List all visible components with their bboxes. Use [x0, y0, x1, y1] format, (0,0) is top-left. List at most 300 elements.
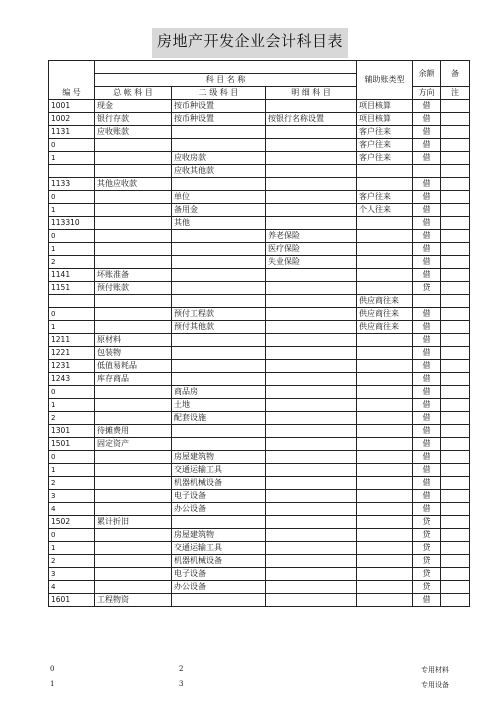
detail-cell	[266, 529, 357, 542]
note-cell	[441, 438, 470, 451]
header-balance-top: 余额	[413, 61, 441, 87]
code-cell: 1141	[49, 269, 95, 282]
table-row	[49, 334, 470, 347]
level2-cell: 按币种设置	[172, 100, 266, 113]
table-row	[49, 126, 470, 139]
note-cell	[441, 217, 470, 230]
code-cell: 0	[49, 139, 95, 152]
direction-cell: 借	[413, 399, 441, 412]
table-row	[49, 425, 470, 438]
aux-cell: 供应商往来	[357, 295, 413, 308]
trailing-note: 专用设备	[421, 681, 449, 689]
detail-cell	[266, 412, 357, 425]
note-cell	[441, 594, 470, 607]
note-cell	[441, 360, 470, 373]
detail-cell	[266, 555, 357, 568]
level2-cell	[172, 295, 266, 308]
code-cell: 1221	[49, 347, 95, 360]
direction-cell: 借	[413, 477, 441, 490]
detail-cell	[266, 295, 357, 308]
table-row	[49, 204, 470, 217]
note-cell	[441, 191, 470, 204]
direction-cell: 借	[413, 126, 441, 139]
detail-cell	[266, 152, 357, 165]
aux-cell: 客户往来	[357, 126, 413, 139]
level1-cell	[95, 191, 172, 204]
level2-cell	[172, 347, 266, 360]
aux-cell	[357, 542, 413, 555]
level2-cell: 应收其他款	[172, 165, 266, 178]
note-cell	[441, 412, 470, 425]
code-cell: 1	[49, 399, 95, 412]
aux-cell	[357, 386, 413, 399]
direction-cell: 借	[413, 191, 441, 204]
level1-cell	[95, 243, 172, 256]
detail-cell	[266, 399, 357, 412]
aux-cell	[357, 490, 413, 503]
aux-cell	[357, 282, 413, 295]
aux-cell	[357, 516, 413, 529]
detail-cell	[266, 217, 357, 230]
note-cell	[441, 334, 470, 347]
detail-cell	[266, 438, 357, 451]
detail-cell	[266, 594, 357, 607]
level1-cell: 银行存款	[95, 113, 172, 126]
note-cell	[441, 243, 470, 256]
code-cell: 1001	[49, 100, 95, 113]
level1-cell	[95, 464, 172, 477]
level1-cell	[95, 386, 172, 399]
header-row-top	[49, 61, 470, 74]
table-row	[49, 542, 470, 555]
code-cell: 3	[49, 568, 95, 581]
code-cell: 0	[49, 230, 95, 243]
note-cell	[441, 282, 470, 295]
code-cell: 4	[49, 503, 95, 516]
code-cell: 3	[49, 490, 95, 503]
level1-cell	[95, 204, 172, 217]
table-row	[49, 503, 470, 516]
level1-cell: 低值易耗品	[95, 360, 172, 373]
aux-cell	[357, 230, 413, 243]
detail-cell: 按银行名称设置	[266, 113, 357, 126]
table-row	[49, 321, 470, 334]
level2-cell: 配套设施	[172, 412, 266, 425]
aux-cell: 客户往来	[357, 139, 413, 152]
level1-cell: 应收账款	[95, 126, 172, 139]
note-cell	[441, 464, 470, 477]
detail-cell	[266, 334, 357, 347]
level2-cell	[172, 360, 266, 373]
aux-cell	[357, 256, 413, 269]
detail-cell	[266, 477, 357, 490]
table-row	[49, 152, 470, 165]
direction-cell: 借	[413, 347, 441, 360]
table-row	[49, 243, 470, 256]
code-cell: 2	[49, 256, 95, 269]
code-cell: 0	[49, 529, 95, 542]
detail-cell	[266, 165, 357, 178]
code-cell: 2	[49, 555, 95, 568]
table-row	[49, 347, 470, 360]
detail-cell	[266, 490, 357, 503]
level2-cell: 电子设备	[172, 568, 266, 581]
code-cell: 1	[49, 243, 95, 256]
note-cell	[441, 477, 470, 490]
level2-cell	[172, 373, 266, 386]
level2-cell: 电子设备	[172, 490, 266, 503]
detail-cell	[266, 568, 357, 581]
direction-cell: 借	[413, 178, 441, 191]
aux-cell: 客户往来	[357, 152, 413, 165]
level1-cell: 现金	[95, 100, 172, 113]
code-cell: 1601	[49, 594, 95, 607]
direction-cell: 借	[413, 490, 441, 503]
detail-cell	[266, 373, 357, 386]
detail-cell	[266, 191, 357, 204]
table-row	[49, 178, 470, 191]
direction-cell: 贷	[413, 529, 441, 542]
direction-cell: 借	[413, 256, 441, 269]
detail-cell	[266, 425, 357, 438]
code-cell: 113310	[49, 217, 95, 230]
level2-cell: 交通运输工具	[172, 542, 266, 555]
level2-cell	[172, 334, 266, 347]
level1-cell: 坏账准备	[95, 269, 172, 282]
aux-cell	[357, 178, 413, 191]
level1-cell	[95, 295, 172, 308]
note-cell	[441, 555, 470, 568]
detail-cell	[266, 282, 357, 295]
direction-cell: 借	[413, 321, 441, 334]
level1-cell	[95, 399, 172, 412]
detail-cell	[266, 581, 357, 594]
table-row	[49, 217, 470, 230]
level2-cell	[172, 425, 266, 438]
note-cell	[441, 542, 470, 555]
detail-cell	[266, 139, 357, 152]
note-cell	[441, 529, 470, 542]
note-cell	[441, 347, 470, 360]
note-cell	[441, 126, 470, 139]
aux-cell	[357, 425, 413, 438]
code-cell: 1	[49, 542, 95, 555]
detail-cell	[266, 464, 357, 477]
code-cell: 1151	[49, 282, 95, 295]
table-row	[49, 295, 470, 308]
level2-cell: 备用金	[172, 204, 266, 217]
level2-cell	[172, 243, 266, 256]
accounts-table	[48, 60, 470, 607]
table-row	[49, 581, 470, 594]
level1-cell	[95, 503, 172, 516]
aux-cell	[357, 438, 413, 451]
aux-cell: 项目核算	[357, 100, 413, 113]
level2-cell: 按币种设置	[172, 113, 266, 126]
note-cell	[441, 503, 470, 516]
code-cell	[49, 295, 95, 308]
level1-cell: 其他应收款	[95, 178, 172, 191]
direction-cell	[413, 295, 441, 308]
header-level1: 总 帐 科 目	[95, 87, 172, 100]
direction-cell: 借	[413, 464, 441, 477]
header-detail: 明 细 科 目	[266, 87, 357, 100]
direction-cell: 借	[413, 425, 441, 438]
direction-cell: 贷	[413, 516, 441, 529]
note-cell	[441, 165, 470, 178]
aux-cell	[357, 347, 413, 360]
table-row	[49, 555, 470, 568]
level2-cell: 应收房款	[172, 152, 266, 165]
table-row	[49, 529, 470, 542]
page-title: 房地产开发企业会计科目表	[156, 32, 343, 50]
code-cell: 0	[49, 386, 95, 399]
direction-cell: 借	[413, 204, 441, 217]
detail-cell	[266, 204, 357, 217]
level1-cell	[95, 490, 172, 503]
note-cell	[441, 568, 470, 581]
level1-cell	[95, 477, 172, 490]
table-row	[49, 100, 470, 113]
level2-cell: 房屋建筑物	[172, 451, 266, 464]
table-row	[49, 386, 470, 399]
note-cell	[441, 100, 470, 113]
table-row	[49, 490, 470, 503]
trailing-code: 0	[50, 665, 55, 673]
code-cell: 1501	[49, 438, 95, 451]
header-subject-blank	[95, 61, 357, 74]
table-row	[49, 399, 470, 412]
note-cell	[441, 490, 470, 503]
direction-cell: 借	[413, 360, 441, 373]
direction-cell: 借	[413, 100, 441, 113]
aux-cell	[357, 568, 413, 581]
note-cell	[441, 425, 470, 438]
aux-cell	[357, 360, 413, 373]
level2-cell	[172, 269, 266, 282]
aux-cell	[357, 581, 413, 594]
code-cell: 1301	[49, 425, 95, 438]
code-cell: 1	[49, 204, 95, 217]
level1-cell: 固定资产	[95, 438, 172, 451]
note-cell	[441, 230, 470, 243]
aux-cell	[357, 412, 413, 425]
note-cell	[441, 386, 470, 399]
note-cell	[441, 308, 470, 321]
aux-cell	[357, 399, 413, 412]
trailing-l2: 3	[179, 680, 184, 688]
level1-cell: 包装物	[95, 347, 172, 360]
level1-cell	[95, 230, 172, 243]
note-cell	[441, 373, 470, 386]
aux-cell	[357, 477, 413, 490]
direction-cell: 贷	[413, 282, 441, 295]
note-cell	[441, 451, 470, 464]
table-row	[49, 516, 470, 529]
level1-cell	[95, 165, 172, 178]
aux-cell	[357, 243, 413, 256]
direction-cell: 借	[413, 217, 441, 230]
trailing-l2: 2	[179, 665, 184, 673]
level2-cell: 机器机械设备	[172, 477, 266, 490]
table-row	[49, 282, 470, 295]
level1-cell: 原材料	[95, 334, 172, 347]
table-row	[49, 373, 470, 386]
level1-cell	[95, 217, 172, 230]
direction-cell: 借	[413, 334, 441, 347]
aux-cell	[357, 464, 413, 477]
table-row	[49, 269, 470, 282]
note-cell	[441, 139, 470, 152]
direction-cell: 借	[413, 139, 441, 152]
aux-cell	[357, 269, 413, 282]
detail-cell	[266, 360, 357, 373]
table-row	[49, 230, 470, 243]
level1-cell	[95, 139, 172, 152]
aux-cell	[357, 217, 413, 230]
table-row	[49, 594, 470, 607]
direction-cell: 借	[413, 243, 441, 256]
table-row	[49, 412, 470, 425]
trailing-row	[48, 665, 469, 679]
aux-cell	[357, 594, 413, 607]
code-cell: 1211	[49, 334, 95, 347]
aux-cell	[357, 451, 413, 464]
aux-cell	[357, 373, 413, 386]
direction-cell: 借	[413, 230, 441, 243]
level2-cell: 商品房	[172, 386, 266, 399]
code-cell: 2	[49, 412, 95, 425]
direction-cell: 借	[413, 503, 441, 516]
code-cell: 1243	[49, 373, 95, 386]
direction-cell: 贷	[413, 568, 441, 581]
code-cell: 1	[49, 321, 95, 334]
header-aux: 辅助账类型	[357, 61, 413, 100]
note-cell	[441, 113, 470, 126]
table-row	[49, 113, 470, 126]
direction-cell: 借	[413, 451, 441, 464]
header-note-top: 备	[441, 61, 470, 87]
header-subject: 科 目 名 称	[95, 74, 357, 87]
note-cell	[441, 516, 470, 529]
note-cell	[441, 204, 470, 217]
direction-cell: 借	[413, 269, 441, 282]
detail-cell	[266, 269, 357, 282]
level2-cell: 土地	[172, 399, 266, 412]
detail-cell	[266, 321, 357, 334]
table-row	[49, 139, 470, 152]
level2-cell: 其他	[172, 217, 266, 230]
level1-cell	[95, 256, 172, 269]
aux-cell	[357, 165, 413, 178]
detail-cell: 医疗保险	[266, 243, 357, 256]
aux-cell: 客户往来	[357, 191, 413, 204]
level2-cell	[172, 594, 266, 607]
table-row	[49, 451, 470, 464]
level1-cell: 预付账款	[95, 282, 172, 295]
level2-cell	[172, 126, 266, 139]
header-code: 编 号	[49, 61, 95, 100]
level2-cell	[172, 178, 266, 191]
direction-cell: 借	[413, 386, 441, 399]
detail-cell	[266, 386, 357, 399]
direction-cell: 贷	[413, 542, 441, 555]
level1-cell	[95, 555, 172, 568]
level2-cell: 房屋建筑物	[172, 529, 266, 542]
table-row	[49, 477, 470, 490]
level1-cell: 待摊费用	[95, 425, 172, 438]
direction-cell: 借	[413, 308, 441, 321]
level1-cell: 工程物资	[95, 594, 172, 607]
table-row	[49, 568, 470, 581]
direction-cell	[413, 165, 441, 178]
level1-cell: 累计折旧	[95, 516, 172, 529]
level2-cell	[172, 282, 266, 295]
trailing-code: 1	[50, 680, 55, 688]
level1-cell: 库存商品	[95, 373, 172, 386]
direction-cell: 贷	[413, 555, 441, 568]
table-row	[49, 256, 470, 269]
level2-cell: 预付工程款	[172, 308, 266, 321]
detail-cell	[266, 516, 357, 529]
note-cell	[441, 321, 470, 334]
code-cell: 0	[49, 191, 95, 204]
code-cell: 1133	[49, 178, 95, 191]
level2-cell: 预付其他款	[172, 321, 266, 334]
header-note-bottom: 注	[441, 87, 470, 100]
detail-cell: 失业保险	[266, 256, 357, 269]
level1-cell	[95, 529, 172, 542]
aux-cell	[357, 334, 413, 347]
detail-cell	[266, 100, 357, 113]
code-cell: 1	[49, 152, 95, 165]
table-row	[49, 438, 470, 451]
level1-cell	[95, 321, 172, 334]
level2-cell	[172, 438, 266, 451]
detail-cell	[266, 126, 357, 139]
code-cell: 0	[49, 451, 95, 464]
direction-cell: 借	[413, 412, 441, 425]
note-cell	[441, 178, 470, 191]
detail-cell	[266, 178, 357, 191]
direction-cell: 借	[413, 152, 441, 165]
code-cell: 1	[49, 464, 95, 477]
level2-cell	[172, 516, 266, 529]
detail-cell	[266, 542, 357, 555]
code-cell: 1131	[49, 126, 95, 139]
detail-cell	[266, 347, 357, 360]
code-cell: 1002	[49, 113, 95, 126]
level2-cell: 办公设备	[172, 503, 266, 516]
header-balance-bottom: 方向	[413, 87, 441, 100]
code-cell: 1231	[49, 360, 95, 373]
level2-cell: 单位	[172, 191, 266, 204]
level1-cell	[95, 451, 172, 464]
trailing-row	[48, 680, 469, 694]
code-cell	[49, 165, 95, 178]
direction-cell: 借	[413, 373, 441, 386]
level2-cell: 交通运输工具	[172, 464, 266, 477]
level2-cell	[172, 256, 266, 269]
code-cell: 2	[49, 477, 95, 490]
aux-cell: 项目核算	[357, 113, 413, 126]
note-cell	[441, 295, 470, 308]
direction-cell: 借	[413, 113, 441, 126]
table-row	[49, 165, 470, 178]
level2-cell	[172, 230, 266, 243]
detail-cell	[266, 503, 357, 516]
level1-cell	[95, 412, 172, 425]
